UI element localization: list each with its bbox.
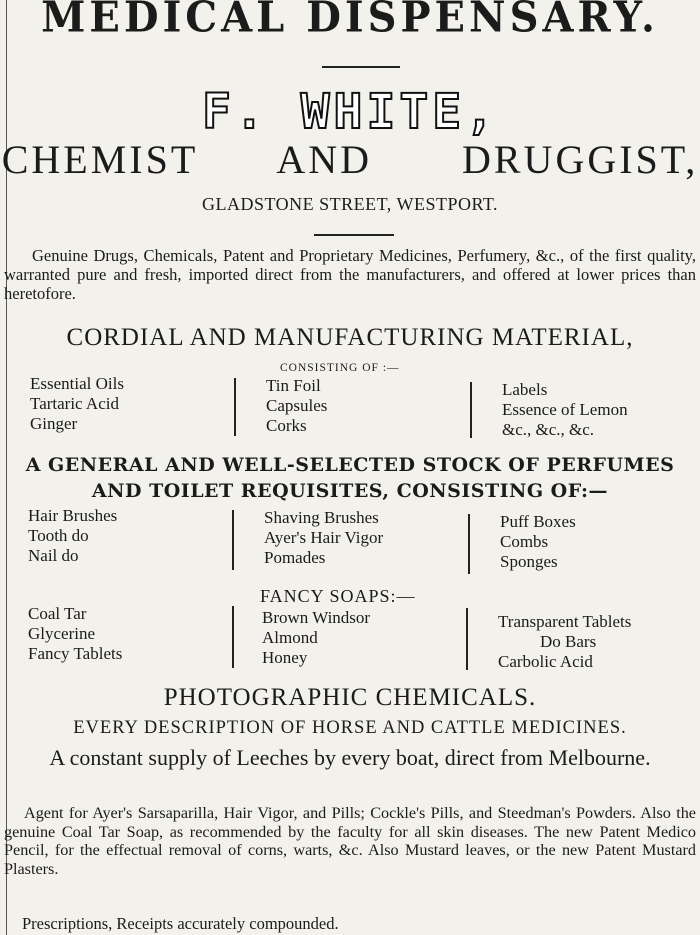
toilet-column-3 [500, 512, 576, 572]
general-stock-heading: A GENERAL AND WELL-SELECTED STOCK OF PERFUMES [25, 454, 675, 476]
photographic-heading: PHOTOGRAPHIC CHEMICALS. [163, 684, 537, 711]
toilet-requisites-heading: AND TOILET REQUISITES, CONSISTING OF:— [91, 480, 609, 502]
list-item: Carbolic Acid [498, 652, 593, 671]
list-item: Glycerine [28, 624, 96, 643]
list-item: Shaving Brushes [264, 508, 379, 527]
fancy-soaps-heading: FANCY SOAPS:— [260, 586, 416, 606]
list-item: Nail do [28, 546, 79, 565]
column-divider [466, 608, 468, 670]
trade-line [0, 136, 700, 183]
column-divider [470, 382, 472, 438]
masthead-title: MEDICAL DISPENSARY. [41, 0, 659, 43]
divider-rule [322, 66, 400, 68]
column-divider [468, 514, 470, 574]
cordial-heading: CORDIAL AND MANUFACTURING MATERIAL, [66, 324, 634, 351]
list-item: Do Bars [540, 632, 597, 651]
prescriptions-line: Prescriptions, Receipts accurately compounded. [22, 914, 339, 933]
list-item: Combs [500, 532, 549, 551]
proprietor-name: F. WHITE, [201, 84, 499, 140]
list-item: Tartaric Acid [30, 394, 119, 413]
list-item: Fancy Tablets [28, 644, 123, 663]
list-item: Tin Foil [266, 376, 321, 395]
trade-word-and: AND [276, 137, 372, 182]
intro-paragraph: Genuine Drugs, Chemicals, Patent and Proprietary Medicines, Perfumery, &c., of the first quality, warranted pure and fresh, imported direct from the manufacturers, and offered at lower prices than heretofore. [4, 246, 696, 303]
divider-rule [314, 234, 394, 236]
list-item: Capsules [266, 396, 328, 415]
list-item: Coal Tar [28, 604, 87, 623]
column-divider [232, 606, 234, 668]
list-item: Puff Boxes [500, 512, 576, 531]
soaps-column-3 [498, 612, 631, 672]
list-item: &c., &c., &c. [502, 420, 595, 439]
list-item: Almond [262, 628, 318, 647]
consisting-label: CONSISTING OF :— [280, 362, 400, 374]
column-divider [232, 510, 234, 570]
trade-word-druggist: DRUGGIST, [461, 137, 699, 182]
leeches-notice: A constant supply of Leeches by every boat, direct from Melbourne. [49, 745, 651, 770]
soaps-column-2 [262, 608, 370, 668]
trade-word-chemist: CHEMIST [1, 137, 199, 182]
list-item: Hair Brushes [28, 506, 118, 525]
list-item: Tooth do [28, 526, 89, 545]
address-line: GLADSTONE STREET, WESTPORT. [201, 194, 499, 214]
cordial-column-2 [266, 376, 327, 436]
list-item: Labels [502, 380, 548, 399]
list-item: Pomades [264, 548, 326, 567]
list-item: Essential Oils [30, 374, 124, 393]
list-item: Corks [266, 416, 307, 435]
list-item: Transparent Tablets [498, 612, 632, 631]
soaps-column-1 [28, 604, 122, 664]
list-item: Honey [262, 648, 308, 667]
cordial-column-1 [30, 374, 124, 434]
column-divider [234, 378, 236, 436]
toilet-column-1 [28, 506, 117, 566]
list-item: Brown Windsor [262, 608, 371, 627]
list-item: Essence of Lemon [502, 400, 628, 419]
list-item: Ginger [30, 414, 78, 433]
agent-paragraph: Agent for Ayer's Sarsaparilla, Hair Vigor, and Pills; Cockle's Pills, and Steedman's Powders. Also the genuine Coal Tar Soap, as recommended by the faculty for all skin diseases. The new Patent Medico Pencil, for the effectual removal of corns, warts, &c. Also Mustard leaves, or the new Patent Mustard Plasters. [4, 804, 696, 878]
list-item: Sponges [500, 552, 558, 571]
horse-cattle-heading: EVERY DESCRIPTION OF HORSE AND CATTLE MEDICINES. [73, 718, 627, 738]
cordial-column-3 [502, 380, 628, 440]
toilet-column-2 [264, 508, 383, 568]
list-item: Ayer's Hair Vigor [264, 528, 384, 547]
